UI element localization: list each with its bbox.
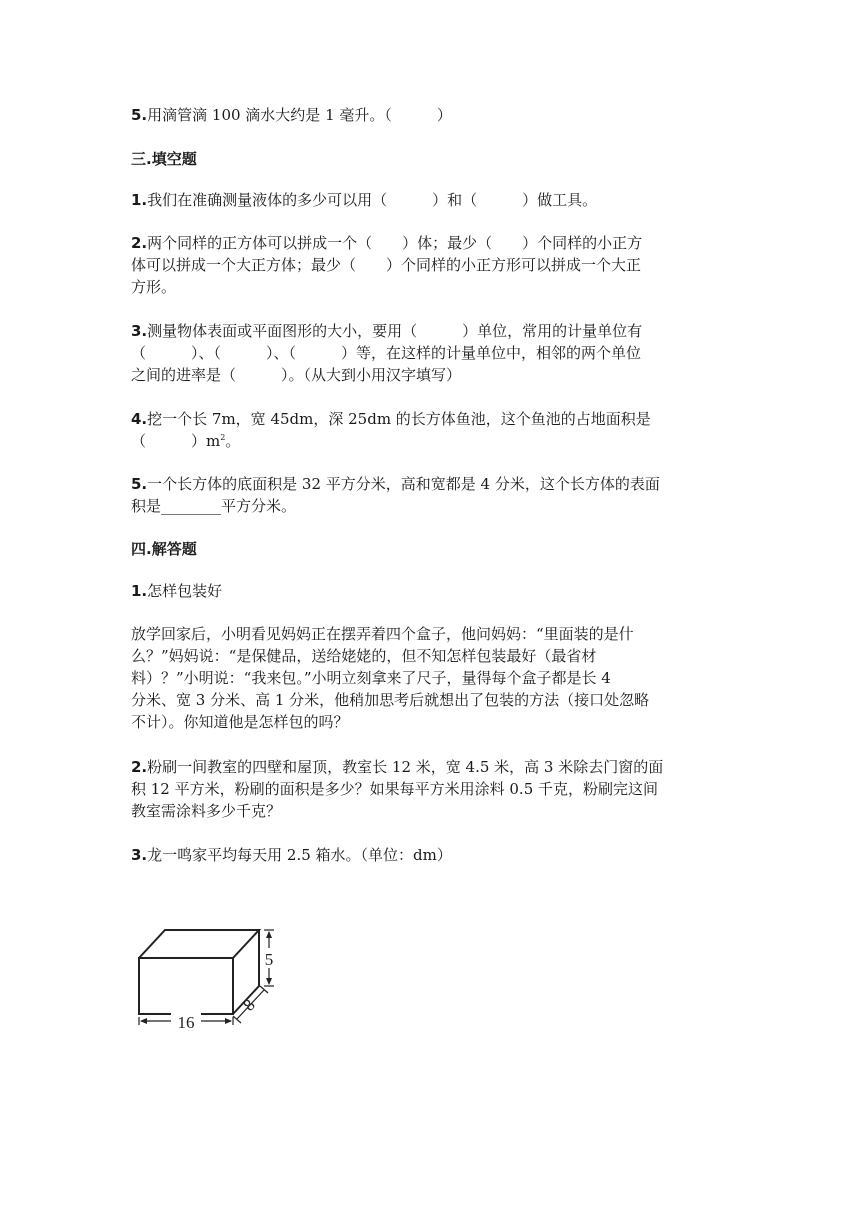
fill-question-4-line-2 (131, 430, 240, 452)
question-title: 怎样包装好 (147, 582, 223, 600)
question-number: 3. (131, 846, 148, 864)
section-heading-answer: 四.解答题 (131, 540, 197, 558)
question-text: 粉刷一间教室的四壁和屋顶，教室长 12 米，宽 4.5 米，高 3 米除去门窗的面 (147, 758, 664, 776)
fill-question-3-line-1 (131, 320, 642, 342)
depth-dim-tick-bottom (233, 1016, 241, 1023)
height-arrow-up (266, 931, 272, 938)
question-number: 1. (131, 582, 148, 600)
depth-label: 8 (239, 995, 259, 1015)
question-text: 我们在准确测量液体的多少可以用（ ）和（ ）做工具。 (147, 191, 598, 209)
height-arrow-down (266, 978, 272, 985)
answer-question-2-line-2: 积 12 平方米，粉刷的面积是多少？如果每平方米用涂料 0.5 千克，粉刷完这间 (131, 780, 659, 798)
question-text: 龙一鸣家平均每天用 2.5 箱水。（单位：dm） (147, 846, 452, 864)
cuboid-front-face (139, 958, 233, 1014)
question-number: 2. (131, 758, 148, 776)
answer-question-2-line-1 (131, 756, 663, 778)
fill-question-3-line-2: （ ）、（ ）、（ ）等，在这样的计量单位中，相邻的两个单位 (131, 344, 642, 362)
height-label: 5 (264, 950, 274, 969)
question-number: 5. (131, 475, 148, 493)
fill-question-4-line-1 (131, 408, 651, 430)
fill-question-5-line-1 (131, 473, 660, 495)
fill-question-2-line-1 (131, 232, 642, 254)
fill-question-3-line-3: 之间的进率是（ ）。（从大到小用汉字填写） (131, 366, 462, 384)
superscript: 2 (220, 433, 226, 442)
answer-question-1-para-line-4: 分米、宽 3 分米、高 1 分米，他稍加思考后就想出了包装的方法（接口处忽略 (131, 691, 650, 709)
answer-question-1-para-line-1: 放学回家后，小明看见妈妈正在摆弄着四个盒子，他问妈妈：“里面装的是什 (131, 625, 634, 643)
question-number: 4. (131, 410, 148, 428)
length-arrow-right (225, 1018, 232, 1024)
length-label: 16 (177, 1013, 195, 1032)
fill-question-2-line-3: 方形。 (131, 278, 177, 296)
question-text: 测量物体表面或平面图形的大小，要用（ ）单位，常用的计量单位有 (147, 322, 643, 340)
fill-question-2-line-2: 体可以拼成一个大正方体；最少（ ）个同样的小正方形可以拼成一个大正 (131, 256, 642, 274)
question-text: 用滴管滴 100 滴水大约是 1 毫升。（ ） (147, 106, 452, 124)
true-false-question-5 (131, 104, 452, 126)
answer-question-1-title (131, 580, 222, 602)
question-number: 5. (131, 106, 148, 124)
depth-dim-tick-top (260, 986, 268, 993)
question-text: 挖一个长 7m，宽 45dm，深 25dm 的长方体鱼池，这个鱼池的占地面积是 (147, 410, 651, 428)
answer-question-3 (131, 844, 452, 866)
question-text-end: 。 (225, 432, 241, 450)
cuboid-top-face (139, 930, 259, 958)
length-arrow-left (140, 1018, 147, 1024)
question-text: 一个长方体的底面积是 32 平方分米，高和宽都是 4 分米，这个长方体的表面 (147, 475, 660, 493)
question-number: 1. (131, 191, 148, 209)
fill-question-5-line-2: 积是________平方分米。 (131, 497, 297, 515)
question-number: 3. (131, 322, 148, 340)
fill-question-1 (131, 189, 597, 211)
question-number: 2. (131, 234, 148, 252)
answer-question-2-line-3: 教室需涂料多少千克？ (131, 802, 282, 820)
answer-question-1-para-line-2: 么？”妈妈说：“是保健品，送给姥姥的，但不知怎样包装最好（最省材 (131, 647, 597, 665)
answer-question-1-para-line-3: 料）？”小明说：“我来包。”小明立刻拿来了尺子，量得每个盒子都是长 4 (131, 669, 611, 687)
cuboid-figure (131, 922, 281, 1032)
section-heading-fill-in: 三.填空题 (131, 150, 197, 168)
answer-question-1-para-line-5: 不计）。你知道他是怎样包的吗？ (131, 713, 349, 731)
question-text: 两个同样的正方体可以拼成一个（ ）体；最少（ ）个同样的小正方 (147, 234, 643, 252)
question-text: （ ）m (131, 432, 221, 450)
